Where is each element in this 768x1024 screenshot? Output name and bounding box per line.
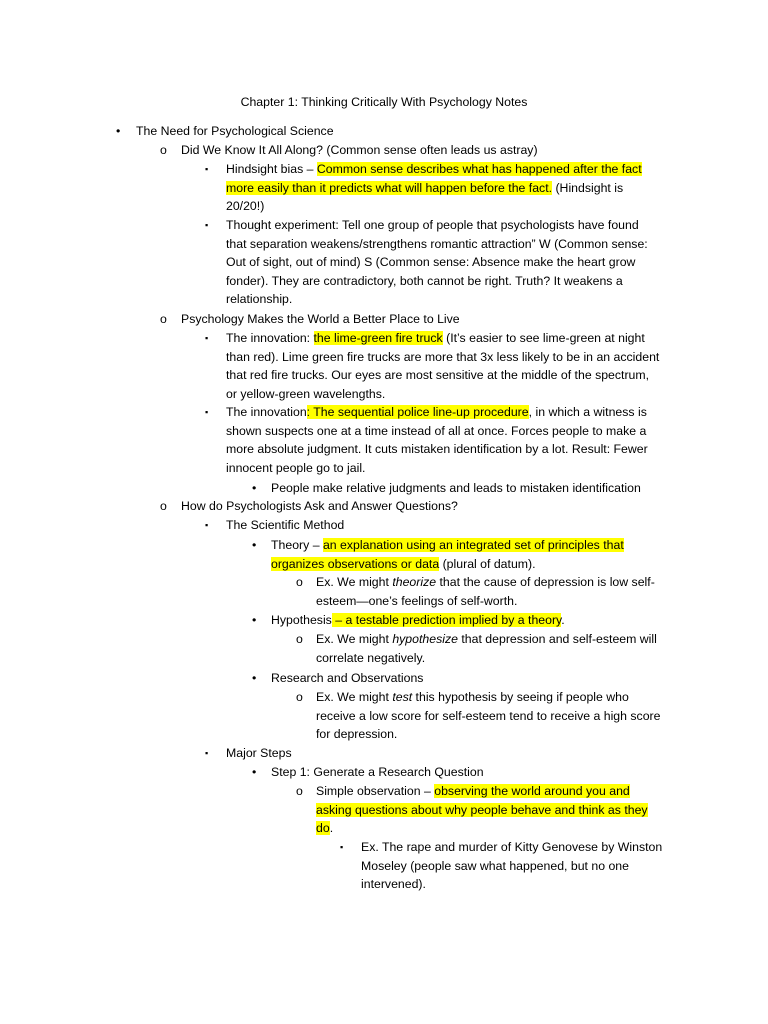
- text-line: fonder). They are contradictory, both cannot be right. Truth? It weakens a: [226, 273, 623, 288]
- text-line: Out of sight, out of mind) S (Common sense: Absence make the heart grow: [226, 255, 636, 270]
- text-line: Ex. The rape and murder of Kitty Genovese by Winston: [361, 840, 663, 854]
- item-research-example: [316, 688, 660, 744]
- bullet-disc: •: [252, 481, 257, 495]
- highlight-text: an explanation using an integrated set of principles that: [322, 538, 624, 552]
- highlight-text: organizes observations or data: [271, 556, 440, 571]
- text-run: (It’s easier to see lime-green at night: [442, 331, 645, 345]
- bullet-square: ▪: [205, 220, 209, 230]
- item-fire-truck: [226, 329, 659, 403]
- bullet-square: ▪: [205, 748, 209, 758]
- highlight-text: : The sequential police line-up procedure: [306, 405, 529, 419]
- bullet-circle: o: [160, 143, 167, 157]
- item-step-1: Step 1: Generate a Research Question: [271, 765, 484, 779]
- text-line: than red). Lime green fire trucks are more that 3x less likely to be in an accident: [226, 349, 660, 364]
- text-line: relationship.: [226, 292, 293, 307]
- item-simple-observation: [316, 782, 648, 838]
- text-run: that the cause of depression is low self-: [436, 575, 655, 589]
- bullet-square: ▪: [340, 842, 344, 852]
- bullet-disc: •: [252, 613, 257, 627]
- text-run: , in which a witness is: [528, 405, 647, 419]
- item-major-steps: Major Steps: [226, 746, 292, 760]
- item-theory: [271, 536, 624, 573]
- text-run: (plural of datum).: [439, 556, 536, 571]
- page-title: Chapter 1: Thinking Critically With Psychology Notes: [240, 95, 528, 109]
- text-run: that depression and self-esteem will: [457, 632, 657, 646]
- heading-need-for-science: The Need for Psychological Science: [136, 124, 334, 138]
- item-theory-example: [316, 573, 655, 610]
- text-line: that separation weakens/strengthens romantic attraction” W (Common sense:: [226, 236, 648, 251]
- innovation-label: The innovation: [226, 405, 307, 419]
- highlight-text: do: [316, 821, 330, 836]
- bullet-disc: •: [252, 538, 257, 552]
- item-scientific-method: The Scientific Method: [226, 518, 345, 532]
- text-run: this hypothesis by seeing if people who: [412, 690, 629, 704]
- hindsight-post: (Hindsight is: [552, 180, 624, 195]
- italic-term: test: [392, 690, 413, 704]
- text-run: .: [329, 821, 334, 836]
- text-line: for depression.: [316, 727, 398, 742]
- bullet-circle: o: [296, 575, 303, 589]
- hindsight-label: Hindsight bias –: [226, 162, 317, 176]
- text-run: Ex. We might: [316, 575, 393, 589]
- text-line: receive a low score for self-esteem tend to receive a high score: [316, 708, 661, 723]
- bullet-square: ▪: [205, 407, 209, 417]
- text-line: Moseley (people saw what happened, but no one: [361, 858, 629, 873]
- bullet-circle: o: [296, 632, 303, 646]
- text-run: Ex. We might: [316, 690, 393, 704]
- text-line: more absolute judgment. It cuts mistaken identification by a lot. Result: Fewer: [226, 442, 648, 457]
- bullet-square: ▪: [205, 164, 209, 174]
- item-know-it-all-along: Did We Know It All Along? (Common sense often leads us astray): [181, 143, 538, 157]
- highlight-text: observing the world around you and: [434, 784, 630, 798]
- highlight-text: more easily than it predicts what will happen before the fact.: [226, 180, 553, 195]
- bullet-disc: •: [252, 671, 257, 685]
- item-relative-judgments: People make relative judgments and leads to mistaken identification: [271, 481, 641, 495]
- italic-term: theorize: [392, 575, 437, 589]
- bullet-circle: o: [160, 312, 167, 326]
- innovation-label: The innovation:: [226, 331, 314, 345]
- text-line: intervened).: [361, 877, 426, 892]
- hypothesis-label: Hypothesis: [271, 613, 332, 627]
- highlight-text: – a testable prediction implied by a theory: [331, 613, 562, 627]
- text-line: correlate negatively.: [316, 650, 426, 665]
- item-research-observations: Research and Observations: [271, 671, 424, 685]
- highlight-text: asking questions about why people behave and think as they: [316, 802, 648, 817]
- item-better-place: Psychology Makes the World a Better Place to Live: [181, 312, 460, 326]
- italic-term: hypothesize: [392, 632, 458, 646]
- bullet-circle: o: [296, 690, 303, 704]
- text-line: innocent people go to jail.: [226, 460, 366, 475]
- bullet-disc: •: [116, 124, 121, 138]
- bullet-square: ▪: [205, 520, 209, 530]
- item-hypothesis-example: [316, 630, 657, 667]
- item-hypothesis: [271, 611, 565, 630]
- bullet-disc: •: [252, 765, 257, 779]
- text-run: .: [561, 613, 565, 627]
- theory-label: Theory –: [271, 538, 323, 552]
- item-police-lineup: [226, 403, 648, 477]
- bullet-circle: o: [160, 499, 167, 513]
- item-ask-answer: How do Psychologists Ask and Answer Questions?: [181, 499, 458, 513]
- text-line: esteem—one’s feelings of self-worth.: [316, 593, 518, 608]
- item-kitty-genovese: [361, 838, 662, 894]
- bullet-square: ▪: [205, 333, 209, 343]
- item-hindsight-bias: [226, 160, 642, 216]
- text-line: shown suspects one at a time instead of all at once. Forces people to make a: [226, 423, 647, 438]
- text-line: or yellow-green wavelengths.: [226, 386, 386, 401]
- highlight-text: the lime-green fire truck: [313, 331, 443, 345]
- text-line: Thought experiment: Tell one group of people that psychologists have found: [226, 218, 639, 232]
- bullet-circle: o: [296, 784, 303, 798]
- highlight-text: Common sense describes what has happened after the fact: [316, 162, 642, 176]
- text-line: that red fire trucks. Our eyes are most sensitive at the middle of the spectrum,: [226, 368, 650, 383]
- item-thought-experiment: [226, 216, 648, 309]
- hindsight-post2: 20/20!): [226, 199, 265, 214]
- text-run: Ex. We might: [316, 632, 393, 646]
- simple-label: Simple observation –: [316, 784, 435, 798]
